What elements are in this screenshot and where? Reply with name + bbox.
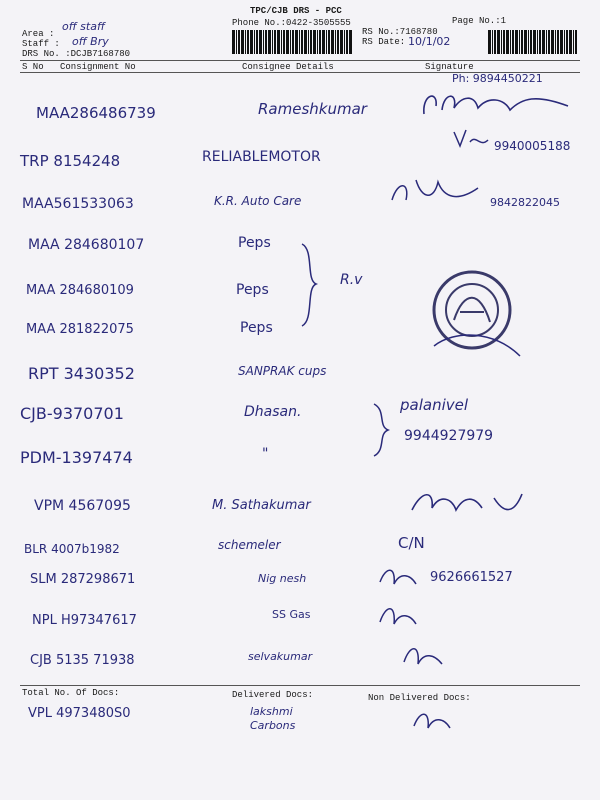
consignee-name: Rameshkumar	[258, 100, 367, 118]
barcode-bar	[322, 30, 325, 54]
signature-scribble	[450, 124, 500, 154]
barcode-bar	[551, 30, 554, 54]
barcode-bar	[328, 30, 330, 54]
last-consignee-name: lakshmi Carbons	[250, 705, 296, 732]
barcode-bar	[503, 30, 505, 54]
barcode-bar	[521, 30, 523, 54]
staff-label: Staff :	[22, 39, 60, 49]
consignee-name: "	[262, 446, 269, 462]
barcode-bar	[317, 30, 318, 54]
consignee-name: K.R. Auto Care	[214, 194, 302, 208]
barcode-bar	[232, 30, 235, 54]
barcode-bar	[344, 30, 345, 54]
consignee-name: Nig nesh	[258, 572, 307, 585]
barcode-bar	[506, 30, 509, 54]
signature-scribble	[400, 640, 446, 674]
phone-note: 9626661527	[430, 570, 513, 585]
area-label: Area :	[22, 29, 55, 39]
barcode-bar	[546, 30, 547, 54]
barcode-bar	[331, 30, 334, 54]
phone-note: 9940005188	[494, 139, 571, 153]
barcode-bar	[319, 30, 321, 54]
consignment-no: MAA 284680107	[28, 237, 145, 253]
consignment-no: BLR 4007b1982	[24, 542, 120, 556]
consignment-no: RPT 3430352	[28, 364, 135, 383]
signature-scribble	[410, 706, 456, 736]
footer-rule	[20, 685, 580, 686]
barcode-bar	[313, 30, 316, 54]
column-consignment: Consignment No	[60, 62, 136, 72]
barcode-center	[232, 30, 357, 54]
barcode-bar	[573, 30, 574, 54]
brace-icon	[368, 400, 398, 460]
barcode-bar	[236, 30, 237, 54]
barcode-bar	[268, 30, 271, 54]
consignee-name: Dhasan.	[244, 404, 302, 420]
phone-note: 9944927979	[404, 428, 494, 444]
barcode-bar	[295, 30, 298, 54]
non-delivered-docs-label: Non Delivered Docs:	[368, 693, 471, 703]
barcode-bar	[555, 30, 556, 54]
barcode-bar	[501, 30, 502, 54]
brace-icon	[296, 240, 326, 330]
delivered-docs-label: Delivered Docs:	[232, 690, 314, 700]
barcode-bar	[326, 30, 327, 54]
barcode-bar	[286, 30, 289, 54]
total-docs-label: Total No. Of Docs:	[22, 688, 120, 698]
column-signature: Signature	[425, 62, 474, 72]
phone-note: Ph: 9894450221	[452, 72, 543, 85]
barcode-bar	[283, 30, 285, 54]
barcode-bar	[281, 30, 282, 54]
barcode-bar	[349, 30, 352, 54]
barcode-bar	[566, 30, 568, 54]
barcode-bar	[524, 30, 527, 54]
consignment-no: MAA 284680109	[26, 283, 134, 298]
signature-scribble	[408, 484, 528, 524]
barcode-bar	[335, 30, 336, 54]
barcode-bar	[560, 30, 563, 54]
barcode-bar	[564, 30, 565, 54]
consignee-name: Peps	[238, 235, 271, 251]
barcode-bar	[530, 30, 532, 54]
barcode-bar	[557, 30, 559, 54]
barcode-bar	[492, 30, 493, 54]
area-value: off staff	[62, 20, 105, 33]
barcode-bar	[346, 30, 348, 54]
staff-value: off Bry	[72, 35, 109, 48]
consignee-name: SS Gas	[272, 608, 311, 621]
barcode-bar	[337, 30, 339, 54]
signature-scribble	[376, 600, 420, 634]
column-consignee: Consignee Details	[242, 62, 334, 72]
phone-number: Phone No.:0422-3505555	[232, 18, 351, 28]
signature-scribble	[376, 562, 420, 592]
company-title: TPC/CJB DRS - PCC	[250, 6, 342, 16]
barcode-bar	[290, 30, 291, 54]
phone-note: 9842822045	[490, 196, 560, 209]
barcode-bar	[569, 30, 572, 54]
barcode-bar	[494, 30, 496, 54]
barcode-bar	[292, 30, 294, 54]
consignee-name: RELIABLEMOTOR	[202, 149, 321, 165]
column-sno: S No	[22, 62, 44, 72]
barcode-bar	[488, 30, 491, 54]
barcode-bar	[254, 30, 255, 54]
barcode-bar	[310, 30, 312, 54]
consignment-no: NPL H97347617	[32, 613, 137, 628]
rs-date-label: RS Date:	[362, 37, 406, 47]
barcode-bar	[304, 30, 307, 54]
barcode-bar	[537, 30, 538, 54]
barcode-bar	[247, 30, 249, 54]
barcode-bar	[265, 30, 267, 54]
receiver-name: palanivel	[400, 396, 469, 414]
barcode-bar	[542, 30, 545, 54]
consignee-name: schemeler	[218, 538, 281, 552]
barcode-bar	[515, 30, 518, 54]
barcode-bar	[250, 30, 253, 54]
barcode-bar	[241, 30, 244, 54]
barcode-bar	[274, 30, 276, 54]
barcode-bar	[301, 30, 303, 54]
consignee-name: Peps	[236, 282, 269, 298]
consignment-no: TRP 8154248	[20, 152, 121, 170]
barcode-bar	[263, 30, 264, 54]
barcode-bar	[575, 30, 577, 54]
drs-number: DRS No. :DCJB7168780	[22, 49, 131, 59]
barcode-bar	[308, 30, 309, 54]
rs-number: RS No.:7168780	[362, 27, 438, 37]
consignment-no: MAA 281822075	[26, 322, 134, 337]
barcode-bar	[519, 30, 520, 54]
barcode-bar	[272, 30, 273, 54]
consignment-no: VPM 4567095	[34, 498, 131, 514]
rs-date-value: 10/1/02	[408, 35, 451, 48]
signature-initials: R.v	[340, 272, 363, 288]
header-rule-top	[20, 60, 580, 61]
signature-scribble	[418, 84, 578, 124]
barcode-bar	[497, 30, 500, 54]
consignee-name: Peps	[240, 320, 273, 336]
signature-scribble	[388, 170, 498, 220]
barcode-bar	[340, 30, 343, 54]
consignment-no: PDM-1397474	[20, 448, 133, 467]
consignee-name: SANPRAK cups	[238, 364, 327, 378]
consignment-no: MAA286486739	[36, 104, 156, 122]
page-number: Page No.:1	[452, 16, 507, 26]
barcode-bar	[256, 30, 258, 54]
consignment-no: CJB-9370701	[20, 404, 124, 423]
consignment-no: CJB 5135 71938	[30, 653, 135, 668]
barcode-bar	[259, 30, 262, 54]
last-consignment-no: VPL 4973480S0	[28, 706, 131, 721]
barcode-bar	[510, 30, 511, 54]
barcode-right	[488, 30, 580, 54]
barcode-bar	[299, 30, 300, 54]
consignee-name: M. Sathakumar	[212, 498, 311, 513]
barcode-bar	[548, 30, 550, 54]
signature-cn: C/N	[398, 534, 425, 552]
barcode-bar	[245, 30, 246, 54]
barcode-bar	[533, 30, 536, 54]
barcode-bar	[528, 30, 529, 54]
barcode-bar	[277, 30, 280, 54]
consignment-no: SLM 287298671	[30, 572, 136, 587]
consignment-no: MAA561533063	[22, 196, 134, 212]
barcode-bar	[539, 30, 541, 54]
consignee-name: selvakumar	[248, 650, 313, 663]
company-seal-icon	[424, 260, 524, 370]
barcode-bar	[238, 30, 240, 54]
barcode-bar	[512, 30, 514, 54]
